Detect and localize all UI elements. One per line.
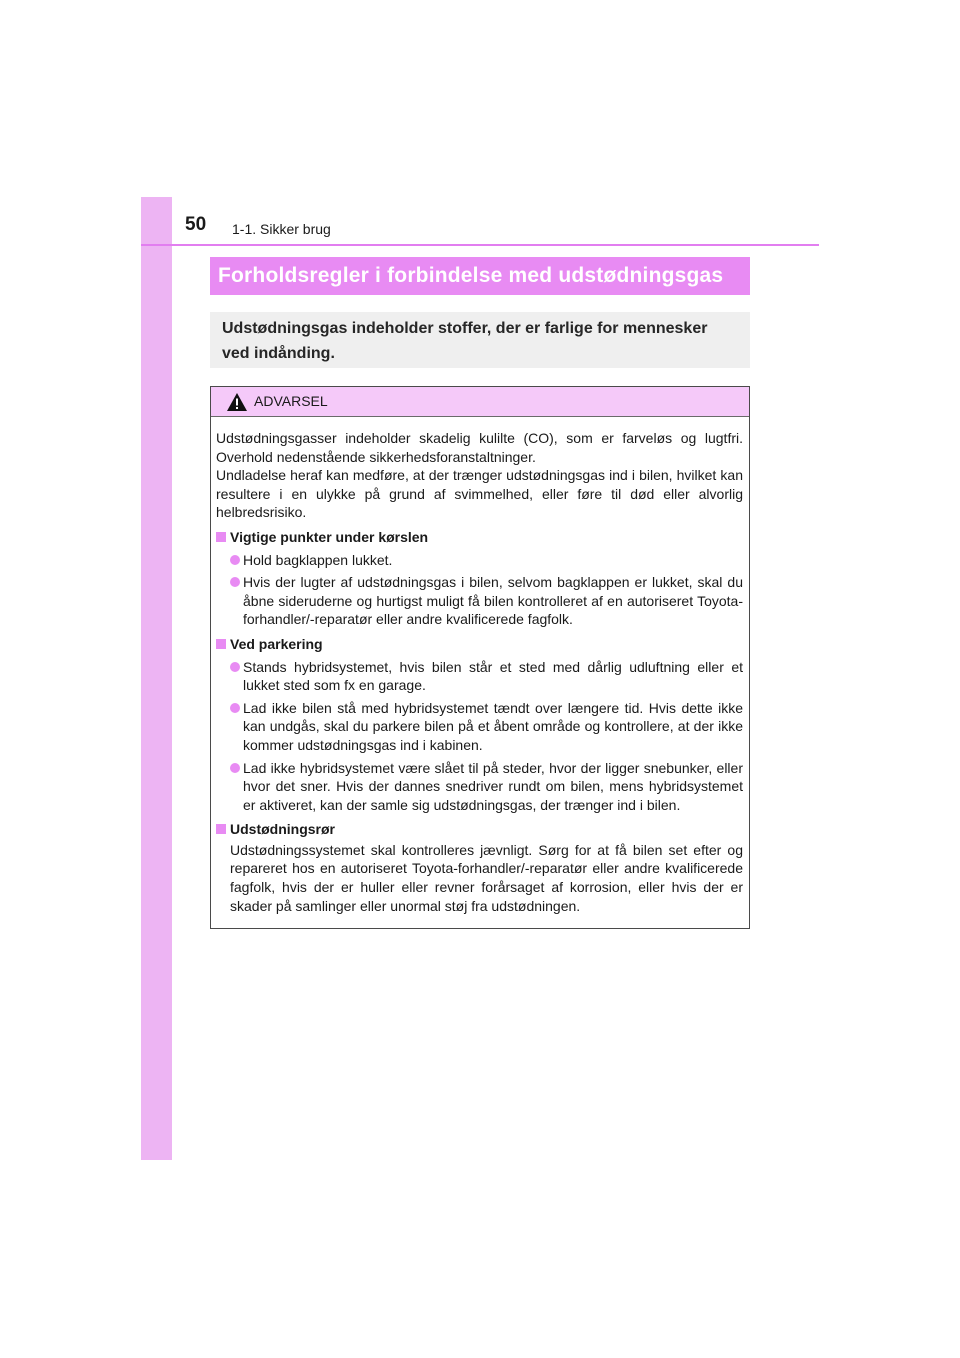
bullet-item: Hvis der lugter af udstødningsgas i bilen, selvom bagklappen er lukket, skal du åbne sideruderne og hurtigst muligt få bilen kontrolleret af en autoriseret Toyota-forhandler/-reparatør eller andre kvalificerede fagfolk. <box>216 573 743 629</box>
square-bullet-icon <box>216 639 226 649</box>
bullet-item: Stands hybridsystemet, hvis bilen står et sted med dårlig udluftning eller et lukket sted som fx en garage. <box>216 658 743 695</box>
intro-box <box>210 312 750 368</box>
page-number: 50 <box>185 214 207 235</box>
circle-bullet-icon <box>230 703 240 713</box>
warning-text: Undladelse heraf kan medføre, at der trænger udstødningsgas ind i bilen, hvilket kan resultere i en ulykke på grund af svimmelhed, eller føre til død eller alvorlig helbredsrisiko. <box>216 467 743 521</box>
square-bullet-icon <box>216 824 226 834</box>
section-title-bar <box>210 257 750 295</box>
warning-label: ADVARSEL <box>254 393 328 409</box>
chapter-side-tab <box>141 197 172 1160</box>
warning-header <box>211 387 749 417</box>
circle-bullet-icon <box>230 763 240 773</box>
section-heading: Vigtige punkter under kørslen <box>216 528 743 547</box>
square-bullet-icon <box>216 532 226 542</box>
warning-text: Udstødningsgasser indeholder skadelig kulilte (CO), som er farveløs og lugtfri. Overhold nedenstående sikkerhedsforanstaltninger. <box>216 430 743 465</box>
circle-bullet-icon <box>230 555 240 565</box>
warning-body <box>211 417 749 915</box>
bullet-item: Hold bagklappen lukket. <box>216 551 743 570</box>
section-heading: Udstødningsrør <box>216 820 743 839</box>
circle-bullet-icon <box>230 577 240 587</box>
warning-box <box>210 386 750 929</box>
intro-text: Udstødningsgas indeholder stoffer, der er farlige for mennesker ved indånding. <box>222 320 708 362</box>
bullet-item: Lad ikke hybridsystemet være slået til på steder, hvor der ligger snebunker, eller hvor det sner. Hvis der dannes snedriver rundt om bilen, mens hybridsystemet er aktiveret, kan der samle sig udstødningsgas, der trænger ind i bilen. <box>216 759 743 815</box>
page-title: Forholdsregler i forbindelse med udstødningsgas <box>218 264 724 287</box>
header-divider <box>141 244 819 246</box>
section-reference: 1-1. Sikker brug <box>232 221 331 237</box>
warning-triangle-icon <box>226 392 248 412</box>
section-paragraph: Udstødningssystemet skal kontrolleres jævnligt. Sørg for at få bilen set efter og repareret hos en autoriseret Toyota-forhandler/-reparatør eller andre kvalificerede fagfolk, hvis der er huller eller revner forårsaget af korrosion, eller hvis der er skader på samlinger eller unormal støj fra udstødningen. <box>230 841 743 914</box>
bullet-item: Lad ikke bilen stå med hybridsystemet tændt over længere tid. Hvis dette ikke kan undgås, skal du parkere bilen på et åbent område og kontrollere, at der ikke kommer udstødningsgas ind i kabinen. <box>216 699 743 755</box>
section-heading: Ved parkering <box>216 635 743 654</box>
circle-bullet-icon <box>230 662 240 672</box>
